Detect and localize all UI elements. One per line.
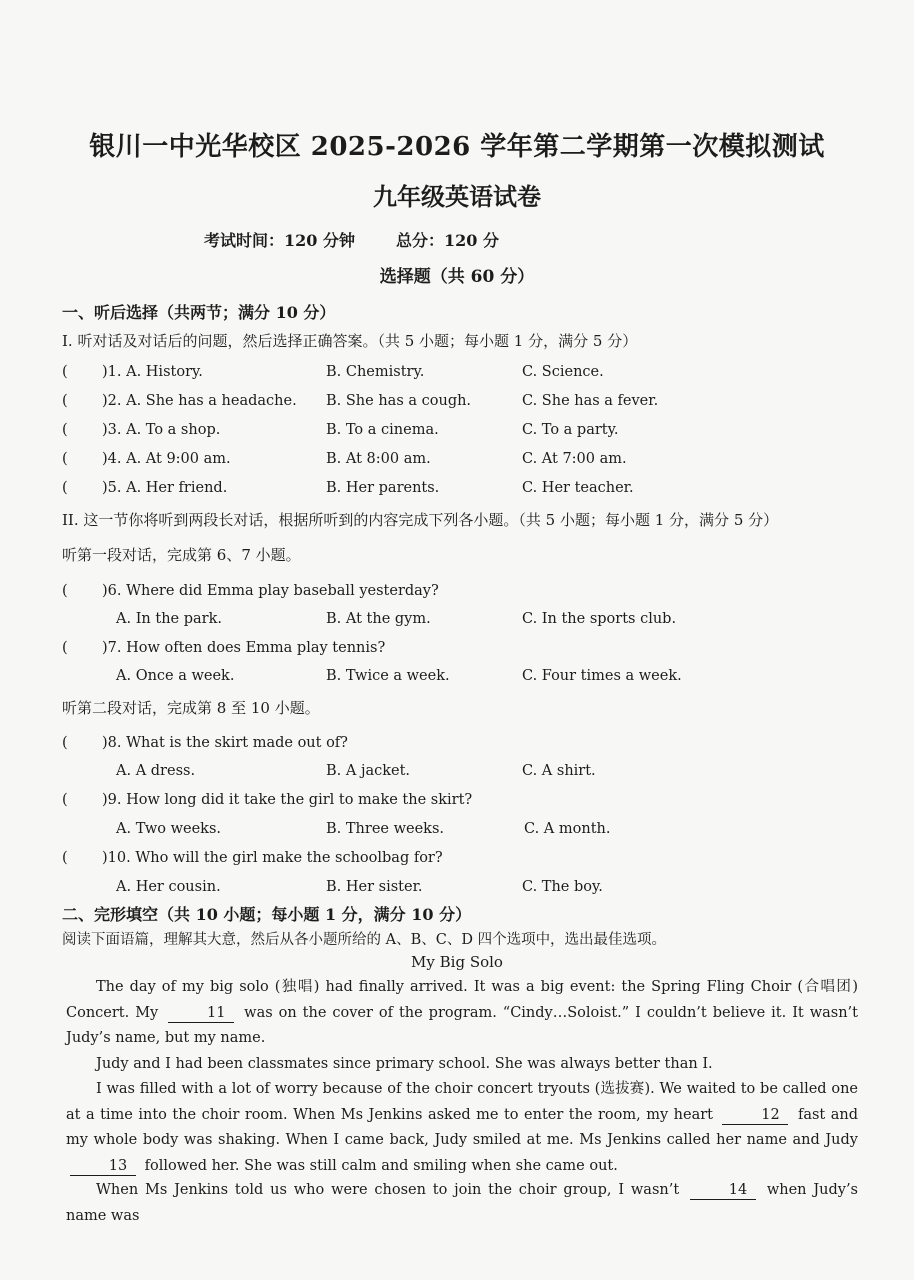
section1-instruction: I. 听对话及对话后的问题，然后选择正确答案。（共 5 小题；每小题 1 分，满分 5 分） [62, 332, 638, 350]
total-score: 总分：120 分 [396, 231, 499, 250]
cloze-instruction: 阅读下面语篇，理解其大意，然后从各小题所给的 A、B、C、D 四个选项中，选出最佳选项。 [62, 932, 667, 948]
question-option-b: B. She has a cough. [326, 393, 472, 409]
cloze-blank: 13 [70, 1158, 136, 1176]
cloze-blank: 14 [690, 1182, 756, 1200]
story-paragraph [66, 1077, 858, 1179]
question-option-a: A. Her cousin. [116, 879, 221, 895]
question-option-a: A. A dress. [116, 763, 196, 779]
answer-paren: ( [62, 451, 68, 467]
question-option-a: )1. A. History. [102, 364, 203, 380]
question-option-c: C. The boy. [522, 879, 603, 895]
story-text: When Ms Jenkins told us who were chosen to join the choir group, I wasn’t [96, 1182, 680, 1198]
exam-subtitle: 九年级英语试卷 [373, 182, 541, 211]
question-stem [62, 640, 385, 656]
story-paragraph: Judy and I had been classmates since primary school. She was always better than I. [96, 1056, 713, 1072]
exam-time: 考试时间：120 分钟 [204, 231, 355, 250]
question-option-a: A. Two weeks. [116, 821, 222, 837]
question-text: )9. How long did it take the girl to make the skirt? [102, 792, 473, 808]
question-option-b: B. Three weeks. [326, 821, 444, 837]
question-option-b: B. Chemistry. [326, 364, 425, 380]
answer-paren: ( [62, 364, 68, 380]
story-text: The day of my big solo (独唱) had finally arrived. It was a big event: the Spring Fling Choir (合唱团) Concert. My [66, 979, 858, 1021]
question-option-c: C. In the sports club. [522, 611, 677, 627]
question-option-c: C. Her teacher. [522, 480, 634, 496]
cloze-blank: 11 [168, 1005, 234, 1023]
question-stem [62, 850, 443, 866]
story-text: followed her. She was still calm and smiling when she came out. [144, 1157, 618, 1174]
story-text: was on the cover of the program. “Cindy…Soloist.” I couldn’t believe it. It wasn’t Judy’s name, but my name. [66, 1004, 858, 1046]
question-option-b: B. A jacket. [326, 763, 411, 779]
story-paragraph [66, 975, 858, 1052]
answer-paren: ( [62, 480, 68, 496]
question-option-a: A. In the park. [116, 611, 222, 627]
answer-paren: ( [62, 792, 68, 808]
question-text: )10. Who will the girl make the schoolbag for? [102, 850, 443, 866]
question-option-b: B. To a cinema. [326, 422, 439, 438]
question-option-c: C. A shirt. [522, 763, 596, 779]
question-text: )8. What is the skirt made out of? [102, 735, 348, 751]
question-stem [62, 735, 348, 751]
story-text: when Judy’s name was [66, 1182, 858, 1224]
question-option-a: )2. A. She has a headache. [102, 393, 297, 409]
question-option-c: C. At 7:00 am. [522, 451, 627, 467]
exam-title: 银川一中光华校区 2025-2026 学年第二学期第一次模拟测试 [89, 132, 825, 162]
question-text: )6. Where did Emma play baseball yesterday? [102, 583, 439, 599]
question-option-a: )3. A. To a shop. [102, 422, 221, 438]
question-row [62, 451, 231, 467]
answer-paren: ( [62, 393, 68, 409]
question-option-c: C. She has a fever. [522, 393, 659, 409]
question-option-c: C. To a party. [522, 422, 619, 438]
question-option-a: )4. A. At 9:00 am. [102, 451, 231, 467]
story-paragraph [66, 1178, 858, 1229]
question-option-b: B. Her sister. [326, 879, 423, 895]
cloze-blank: 12 [722, 1107, 788, 1125]
question-option-a: A. Once a week. [116, 668, 235, 684]
part-title: 选择题（共 60 分） [379, 267, 535, 287]
question-option-a: )5. A. Her friend. [102, 480, 228, 496]
dialogue2-instruction: 听第二段对话，完成第 8 至 10 小题。 [62, 699, 320, 717]
answer-paren: ( [62, 735, 68, 751]
question-row [62, 480, 227, 496]
story-text: I was filled with a lot of worry because of the choir concert tryouts (选拔赛). We waited to be called one at a time into the choir room. When Ms Jenkins asked me to enter the room, my heart [66, 1081, 858, 1123]
listening-title: 一、听后选择（共两节；满分 10 分） [62, 303, 336, 322]
story-text: fast and my whole body was shaking. When I came back, Judy smiled at me. Ms Jenkins called her name and Judy [66, 1106, 859, 1148]
question-option-b: B. At the gym. [326, 611, 431, 627]
question-row [62, 422, 220, 438]
answer-paren: ( [62, 422, 68, 438]
answer-paren: ( [62, 850, 68, 866]
question-stem [62, 792, 472, 808]
cloze-title: 二、完形填空（共 10 小题；每小题 1 分，满分 10 分） [62, 905, 472, 924]
question-option-b: B. Twice a week. [326, 668, 450, 684]
question-text: )7. How often does Emma play tennis? [102, 640, 386, 656]
question-option-c: C. Four times a week. [522, 668, 682, 684]
question-row [62, 364, 203, 380]
question-row [62, 393, 297, 409]
answer-paren: ( [62, 640, 68, 656]
answer-paren: ( [62, 583, 68, 599]
question-option-c: C. A month. [524, 821, 611, 837]
dialogue1-instruction: 听第一段对话，完成第 6、7 小题。 [62, 546, 301, 564]
section2-instruction: II. 这一节你将听到两段长对话，根据所听到的内容完成下列各小题。（共 5 小题；每小题 1 分，满分 5 分） [62, 511, 779, 529]
question-option-b: B. Her parents. [326, 480, 440, 496]
question-stem [62, 583, 439, 599]
story-title: My Big Solo [411, 953, 503, 971]
question-option-c: C. Science. [522, 364, 604, 380]
question-option-b: B. At 8:00 am. [326, 451, 431, 467]
